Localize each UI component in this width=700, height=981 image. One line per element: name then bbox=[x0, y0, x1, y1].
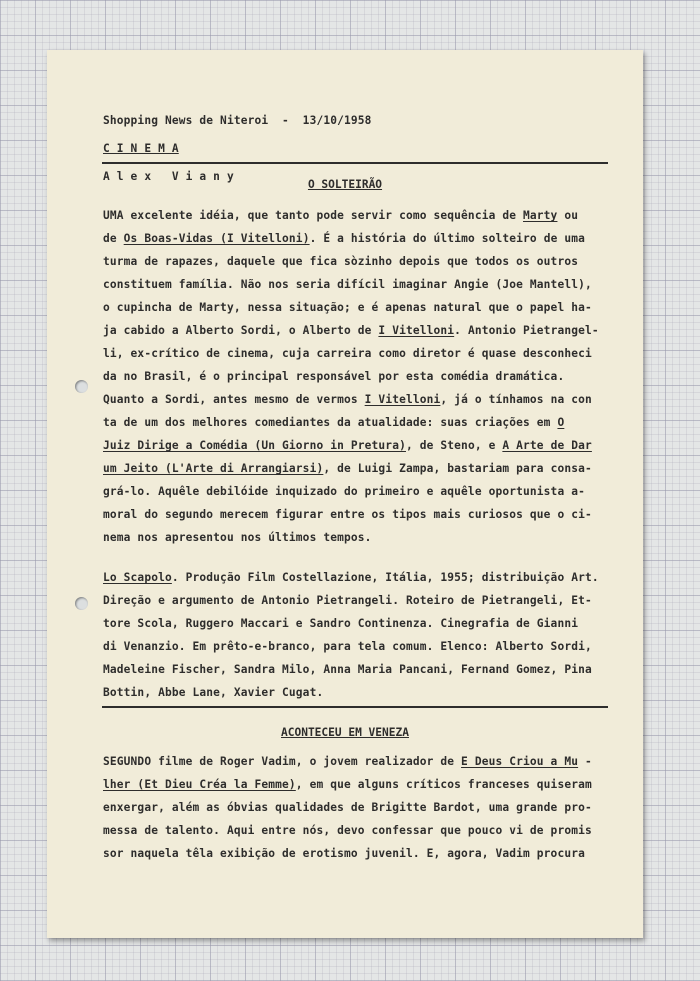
text-segment: ja cabido a Alberto Sordi, o Alberto de bbox=[103, 324, 379, 337]
text-segment: Quanto a Sordi, antes mesmo de vermos bbox=[103, 393, 365, 406]
article-title: ACONTECEU EM VENEZA bbox=[281, 726, 409, 739]
text-line bbox=[103, 319, 609, 342]
punch-hole bbox=[75, 597, 88, 610]
text-segment: - bbox=[578, 755, 592, 768]
text-segment: li, ex-crítico de cinema, cuja carreira como diretor é quase desconheci bbox=[103, 347, 592, 360]
film-title-text: I Vitelloni bbox=[364, 393, 441, 406]
film-title-text: Os Boas-Vidas (I Vitelloni) bbox=[123, 232, 310, 245]
text-segment: UMA excelente idéia, que tanto pode servir como sequência de bbox=[103, 209, 524, 222]
text-segment: enxergar, além as óbvias qualidades de Brigitte Bardot, uma grande pro- bbox=[103, 801, 592, 814]
publication-line: Shopping News de Niteroi - 13/10/1958 bbox=[103, 114, 372, 127]
text-segment: . É a história do último solteiro de uma bbox=[309, 232, 586, 245]
text-line bbox=[103, 750, 609, 773]
text-segment: ta de um dos melhores comediantes da atualidade: suas criações em bbox=[103, 416, 558, 429]
text-segment: sor naquela têla exibição de erotismo juvenil. E, agora, Vadim procura bbox=[103, 847, 585, 860]
divider-rule bbox=[102, 706, 608, 708]
text-segment: turma de rapazes, daquele que fica sòzinho depois que todos os outros bbox=[103, 255, 579, 268]
text-segment: messa de talento. Aqui entre nós, devo confessar que pouco vi de promis bbox=[103, 824, 592, 837]
text-segment: . Antonio Pietrangel- bbox=[454, 324, 599, 337]
section-title: C I N E M A bbox=[103, 142, 179, 155]
text-segment: ou bbox=[557, 209, 579, 222]
text-line bbox=[103, 388, 609, 411]
text-line bbox=[103, 227, 609, 250]
text-segment: Madeleine Fischer, Sandra Milo, Anna Maria Pancani, Fernand Gomez, Pina bbox=[103, 663, 592, 676]
film-title-text: Juiz Dirige a Comédia (Un Giorno in Pretura) bbox=[103, 439, 406, 452]
text-segment: , em que alguns críticos franceses quiseram bbox=[295, 778, 592, 791]
text-line bbox=[103, 365, 609, 388]
text-line bbox=[103, 796, 609, 819]
film-title-text: Lo Scapolo bbox=[103, 571, 172, 584]
text-segment: constituem família. Não nos seria difícil imaginar Angie (Joe Mantell), bbox=[103, 278, 592, 291]
text-line bbox=[103, 773, 609, 796]
text-line bbox=[103, 503, 609, 526]
punch-hole bbox=[75, 380, 88, 393]
text-line bbox=[103, 480, 609, 503]
text-line bbox=[103, 589, 609, 612]
text-line bbox=[103, 250, 609, 273]
article-title: O SOLTEIRÃO bbox=[307, 178, 383, 191]
text-line bbox=[103, 635, 609, 658]
article-body bbox=[103, 750, 609, 865]
text-segment: Direção e argumento de Antonio Pietrangeli. Roteiro de Pietrangeli, Et- bbox=[103, 594, 592, 607]
text-line bbox=[103, 342, 609, 365]
text-line bbox=[103, 273, 609, 296]
text-line bbox=[103, 566, 609, 589]
text-segment: grá-lo. Aquêle debilóide inquizado do primeiro e aquêle oportunista a- bbox=[103, 485, 585, 498]
text-segment: da no Brasil, é o principal responsável por esta comédia dramática. bbox=[103, 370, 565, 383]
film-title-text: E Deus Criou a Mu bbox=[461, 755, 579, 768]
text-segment: , já o tínhamos na con bbox=[440, 393, 592, 406]
film-title-text: lher (Et Dieu Créa la Femme) bbox=[103, 778, 296, 791]
text-segment: di Venanzio. Em prêto-e-branco, para tela comum. Elenco: Alberto Sordi, bbox=[103, 640, 592, 653]
text-segment: o cupincha de Marty, nessa situação; e é apenas natural que o papel ha- bbox=[103, 301, 592, 314]
text-segment: . Produção Film Costellazione, Itália, 1955; distribuição Art. bbox=[171, 571, 599, 584]
text-line bbox=[103, 434, 609, 457]
text-segment: moral do segundo merecem figurar entre os tipos mais curiosos que o ci- bbox=[103, 508, 592, 521]
text-line bbox=[103, 842, 609, 865]
text-segment: nema nos apresentou nos últimos tempos. bbox=[103, 531, 372, 544]
text-line bbox=[103, 681, 609, 704]
text-line bbox=[103, 296, 609, 319]
film-title-text: A Arte de Dar bbox=[502, 439, 592, 452]
typewritten-page bbox=[47, 50, 643, 938]
text-segment: , de Steno, e bbox=[405, 439, 503, 452]
text-segment: Bottin, Abbe Lane, Xavier Cugat. bbox=[103, 686, 324, 699]
text-segment: , de Luigi Zampa, bastariam para consa- bbox=[323, 462, 592, 475]
text-segment: tore Scola, Ruggero Maccari e Sandro Continenza. Cinegrafia de Gianni bbox=[103, 617, 579, 630]
film-credits bbox=[103, 566, 609, 704]
text-line bbox=[103, 457, 609, 480]
author-name: A l e x V i a n y bbox=[103, 170, 234, 183]
text-segment: SEGUNDO filme de Roger Vadim, o jovem realizador de bbox=[103, 755, 462, 768]
text-line bbox=[103, 526, 609, 549]
film-title-text: I Vitelloni bbox=[378, 324, 455, 337]
text-line bbox=[103, 204, 609, 227]
text-line bbox=[103, 658, 609, 681]
film-title-text: O bbox=[557, 416, 565, 429]
text-line bbox=[103, 612, 609, 635]
text-line bbox=[103, 819, 609, 842]
film-title-text: um Jeito (L'Arte di Arrangiarsi) bbox=[103, 462, 324, 475]
text-segment: de bbox=[103, 232, 124, 245]
divider-rule bbox=[102, 162, 608, 164]
film-title-text: Marty bbox=[523, 209, 558, 222]
text-line bbox=[103, 411, 609, 434]
article-body bbox=[103, 204, 609, 549]
